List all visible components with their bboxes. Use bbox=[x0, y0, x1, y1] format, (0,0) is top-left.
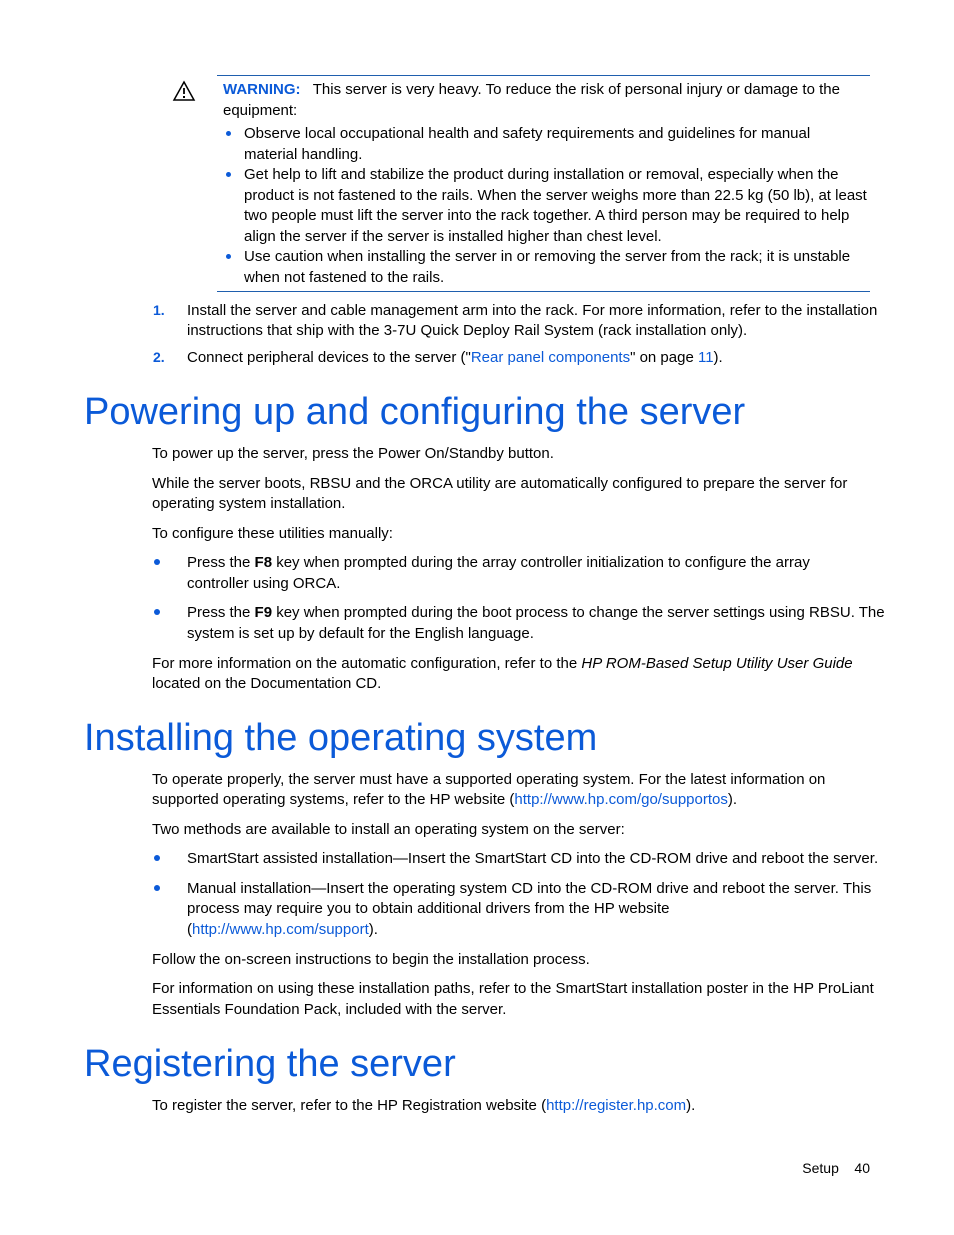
warning-item-1-l1: Observe local occupational health and safety requirements and guidelines for manual bbox=[244, 125, 811, 142]
powering-p4-l1 bbox=[152, 653, 853, 674]
installing-b2-pre: ( bbox=[187, 921, 192, 938]
warning-bottom-rule bbox=[217, 291, 870, 292]
powering-p1: To power up the server, press the Power On/Standby button. bbox=[152, 445, 554, 462]
installing-b1: SmartStart assisted installation—Insert the SmartStart CD into the CD-ROM drive and reboot the server. bbox=[187, 850, 879, 867]
warning-item-2-l2: product is not fastened to the rails. When the server weighs more than 22.5 kg (50 lb), at least bbox=[244, 187, 867, 204]
warning-triangle-icon bbox=[172, 80, 196, 102]
powering-b1-pre: Press the bbox=[187, 554, 255, 571]
warning-label: WARNING: bbox=[223, 81, 301, 98]
installing-p4-l1: For information on using these installation paths, refer to the SmartStart installation poster in the HP ProLiant bbox=[152, 980, 874, 997]
support-link[interactable]: http://www.hp.com/support bbox=[192, 921, 369, 938]
installing-p1-pre: supported operating systems, refer to the HP website ( bbox=[152, 791, 515, 808]
powering-b2-post: key when prompted during the boot process to change the server settings using RBSU. The bbox=[272, 604, 885, 621]
heading-installing-os: Installing the operating system bbox=[84, 717, 598, 759]
f9-key: F9 bbox=[254, 604, 273, 621]
registering-p1 bbox=[152, 1095, 695, 1116]
registering-p1-pre: To register the server, refer to the HP Registration website ( bbox=[152, 1097, 547, 1114]
installing-p1-l2 bbox=[152, 789, 737, 810]
heading-registering: Registering the server bbox=[84, 1043, 456, 1085]
step-2-prefix: Connect peripheral devices to the server (" bbox=[187, 349, 471, 366]
powering-p3: To configure these utilities manually: bbox=[152, 525, 393, 542]
warning-item-2-l1: Get help to lift and stabilize the product during installation or removal, especially when the bbox=[244, 166, 839, 183]
installing-p2: Two methods are available to install an operating system on the server: bbox=[152, 821, 625, 838]
powering-p4-pre: For more information on the automatic configuration, refer to the bbox=[152, 655, 582, 672]
warning-item-3-l2: when not fastened to the rails. bbox=[244, 269, 445, 286]
heading-powering-up: Powering up and configuring the server bbox=[84, 391, 746, 433]
installing-b2-l2: process may require you to obtain additional drivers from the HP website bbox=[187, 900, 670, 917]
powering-p4-l2: located on the Documentation CD. bbox=[152, 675, 382, 692]
step-number: 2. bbox=[153, 349, 165, 365]
step-1-l1: Install the server and cable management arm into the rack. For more information, refer to the installation bbox=[187, 302, 878, 319]
bullet-dot bbox=[154, 855, 160, 861]
bullet-dot bbox=[154, 559, 160, 565]
step-number: 1. bbox=[153, 302, 165, 318]
bullet-dot bbox=[226, 131, 231, 136]
powering-b1-post: key when prompted during the array controller initialization to configure the array bbox=[272, 554, 810, 571]
warning-text: This server is very heavy. To reduce the risk of personal injury or damage to the bbox=[312, 81, 840, 98]
installing-p4-l2: Essentials Foundation Pack, included with the server. bbox=[152, 1001, 507, 1018]
powering-p2-l1: While the server boots, RBSU and the ORCA utility are automatically configured to prepare the server for bbox=[152, 475, 848, 492]
warning-top-rule bbox=[217, 75, 870, 76]
installing-b2-l3 bbox=[187, 919, 378, 940]
step-2-suffix: ). bbox=[713, 349, 723, 366]
supportos-link[interactable]: http://www.hp.com/go/supportos bbox=[514, 791, 728, 808]
step-2 bbox=[187, 347, 723, 368]
installing-p1-post: ). bbox=[727, 791, 738, 808]
footer-section: Setup bbox=[802, 1160, 839, 1176]
step-2-middle: " on page bbox=[630, 349, 698, 366]
warning-item-3-l1: Use caution when installing the server in or removing the server from the rack; it is unstable bbox=[244, 248, 851, 265]
powering-b2-l1 bbox=[187, 602, 885, 623]
register-hp-link[interactable]: http://register.hp.com bbox=[546, 1097, 687, 1114]
powering-b1-l1 bbox=[187, 552, 810, 573]
installing-p1-l1: To operate properly, the server must have a supported operating system. For the latest information on bbox=[152, 771, 826, 788]
bullet-dot bbox=[154, 885, 160, 891]
rear-panel-components-link[interactable]: Rear panel components bbox=[470, 349, 631, 366]
bullet-dot bbox=[154, 609, 160, 615]
page-footer bbox=[802, 1158, 870, 1179]
warning-line-2: equipment: bbox=[223, 102, 298, 119]
warning-item-2-l3: two people must lift the server into the rack together. A third person may be required to help bbox=[244, 207, 850, 224]
step-1-l2: instructions that ship with the 3-7U Quick Deploy Rail System (rack installation only). bbox=[187, 322, 748, 339]
installing-b2-post: ). bbox=[368, 921, 378, 938]
powering-p2-l2: operating system installation. bbox=[152, 495, 346, 512]
installing-b2-l1: Manual installation—Insert the operating system CD into the CD-ROM drive and reboot the server. This bbox=[187, 880, 872, 897]
installing-p3: Follow the on-screen instructions to begin the installation process. bbox=[152, 951, 590, 968]
registering-p1-post: ). bbox=[686, 1097, 696, 1114]
powering-b2-l2: system is set up by default for the English language. bbox=[187, 625, 534, 642]
warning-line-1 bbox=[223, 79, 873, 100]
warning-item-1-l2: material handling. bbox=[244, 146, 363, 163]
rbsu-guide-title: HP ROM-Based Setup Utility User Guide bbox=[581, 655, 853, 672]
bullet-dot bbox=[226, 254, 231, 259]
bullet-dot bbox=[226, 172, 231, 177]
powering-b1-l2: controller using ORCA. bbox=[187, 575, 341, 592]
powering-b2-pre: Press the bbox=[187, 604, 255, 621]
page-11-link[interactable]: 11 bbox=[697, 349, 714, 366]
warning-item-2-l4: align the server if the server is installed higher than chest level. bbox=[244, 228, 662, 245]
f8-key: F8 bbox=[254, 554, 273, 571]
footer-page-number: 40 bbox=[854, 1160, 870, 1176]
